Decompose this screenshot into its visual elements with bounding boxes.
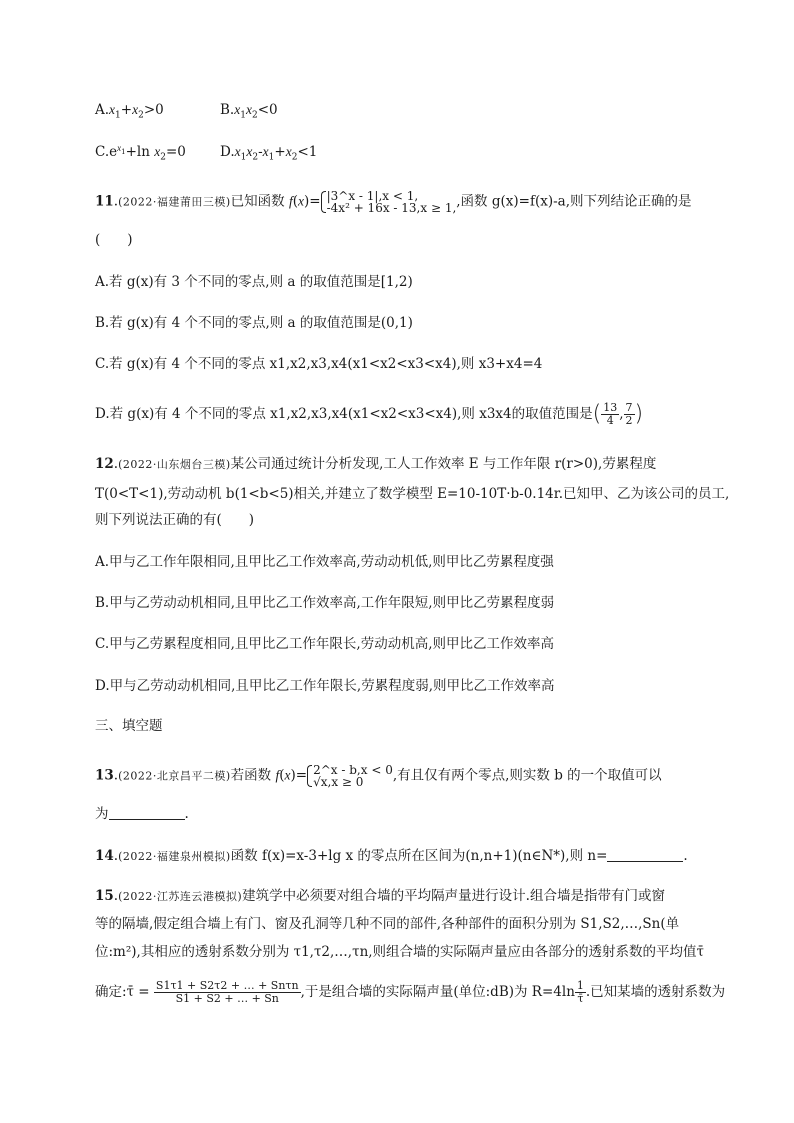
q10-option-b: $B.x_1x_2<0$ bbox=[220, 102, 278, 121]
q10-option-c: $C.e^{x_1}+\ln$ $x_2=0$ bbox=[95, 142, 186, 163]
q11-option-d: D.若 g(x)有 4 个不同的零点 x1,x2,x3,x4(x1<x2<x3<x4),则 x3x4的取值范围是( $\frac{13}{4}$ , $\frac{7}{2}$ ) bbox=[95, 401, 644, 427]
q15-stem-line3: 位:m²),其相应的透射系数分别为 τ1,τ2,…,τn,则组合墙的实际隔声量应由各部分的透射系数的平均值τ̄ bbox=[95, 944, 705, 960]
q15-stem-line2: 等的隔墙,假定组合墙上有门、窗及孔洞等几种不同的部件,各种部件的面积分别为 S1,S2,…,Sn(单 bbox=[95, 916, 680, 932]
q12-number: 12 bbox=[95, 456, 114, 472]
q12-option-b: B.甲与乙劳动动机相同,且甲比乙工作效率高,工作年限短,则甲比乙劳累程度弱 bbox=[95, 595, 555, 611]
q11-option-a: A.若 g(x)有 3 个不同的零点,则 a 的取值范围是[1,2) bbox=[95, 274, 413, 290]
q12-stem-line1: 12.(2022·山东烟台三模)某公司通过统计分析发现,工人工作效率 E 与工作年限 r(r>0),劳累程度 bbox=[95, 456, 657, 472]
q13-piecewise: 2^x - b,x < 0 √x,x ≥ 0 bbox=[307, 764, 393, 788]
q15-formula-frac: $\frac{\text{S1τ1 + S2τ2 + … + Snτn}}{S1 + S2 + \dots + Sn}$ bbox=[155, 979, 299, 1005]
q15-number: 15 bbox=[95, 888, 114, 904]
q11-stem: 11.(2022·福建莆田三模)已知函数 f(x)= |3^x - 1|,x < 1, -4x² + 16x - 13,x ≥ 1, ,函数 g(x)=f(x)-a,则下列结论正确的是 bbox=[95, 189, 692, 215]
q13-stem: 13.(2022·北京昌平二模)若函数 f(x)= 2^x - b,x < 0 √x,x ≥ 0 ,有且仅有两个零点,则实数 b 的一个取值可以 bbox=[95, 763, 662, 789]
q14-number: 14 bbox=[95, 848, 114, 864]
section-title: 三、填空题 bbox=[95, 718, 163, 734]
q14-stem: 14.(2022·福建泉州模拟)函数 f(x)=x-3+lg x 的零点所在区间为(n,n+1)(n∈N*),则 n= . bbox=[95, 848, 688, 864]
q12-option-c: C.甲与乙劳累程度相同,且甲比乙工作年限长,劳动动机高,则甲比乙工作效率高 bbox=[95, 636, 555, 652]
q13-answer-blank[interactable] bbox=[109, 805, 185, 820]
q13-number: 13 bbox=[95, 767, 114, 784]
q15-stem-line4: 确定:τ̄ = $\frac{\text{S1τ1 + S2τ2 + … + Snτn}}{S1 + S2 + \dots + Sn}$ ,于是组合墙的实际隔声量(单位:dB)为 R=4ln $\frac{1}{\taū}$ .已知某墙的透射系数为 bbox=[95, 979, 726, 1005]
q11-d-frac1: $\frac{13}{4}$ bbox=[603, 401, 618, 427]
q11-number: 11 bbox=[95, 193, 114, 210]
q10-option-d: $D.x_1x_2-x_1+x_2<1$ bbox=[220, 144, 318, 163]
q12-stem-line2: T(0<T<1),劳动动机 b(1<b<5)相关,并建立了数学模型 E=10-10T·b-0.14r.已知甲、乙为该公司的员工, bbox=[95, 486, 730, 502]
q12-option-a: A.甲与乙工作年限相同,且甲比乙工作效率高,劳动动机低,则甲比乙劳累程度强 bbox=[95, 554, 554, 570]
q11-option-c: C.若 g(x)有 4 个不同的零点 x1,x2,x3,x4(x1<x2<x3<x4),则 x3+x4=4 bbox=[95, 356, 543, 372]
q11-bracket: ( ) bbox=[95, 232, 133, 248]
q12-source: (2022·山东烟台三模) bbox=[118, 458, 231, 471]
q12-option-d: D.甲与乙劳动动机相同,且甲比乙工作年限长,劳累程度弱,则甲比乙工作效率高 bbox=[95, 678, 555, 694]
q14-answer-blank[interactable] bbox=[607, 847, 683, 862]
q12-stem-line3: 则下列说法正确的有( ) bbox=[95, 512, 255, 528]
q11-d-frac2: $\frac{7}{2}$ bbox=[625, 401, 633, 427]
q15-stem-line1: 15.(2022·江苏连云港模拟)建筑学中必须要对组合墙的平均隔声量进行设计.组合墙是指带有门或窗 bbox=[95, 888, 665, 904]
q11-source: (2022·福建莆田三模) bbox=[118, 195, 231, 209]
q15-ln-frac: $\frac{1}{\taū}$ bbox=[576, 979, 584, 1005]
q11-option-b: B.若 g(x)有 4 个不同的零点,则 a 的取值范围是(0,1) bbox=[95, 315, 413, 331]
q14-source: (2022·福建泉州模拟) bbox=[118, 850, 231, 863]
q15-source: (2022·江苏连云港模拟) bbox=[118, 890, 243, 903]
q13-answer-line: 为 . bbox=[95, 806, 189, 822]
q11-piecewise: |3^x - 1|,x < 1, -4x² + 16x - 13,x ≥ 1, bbox=[321, 190, 457, 214]
q10-option-a: $A.x_1+x_2>0$ bbox=[95, 102, 164, 121]
q13-source: (2022·北京昌平二模) bbox=[118, 769, 231, 783]
